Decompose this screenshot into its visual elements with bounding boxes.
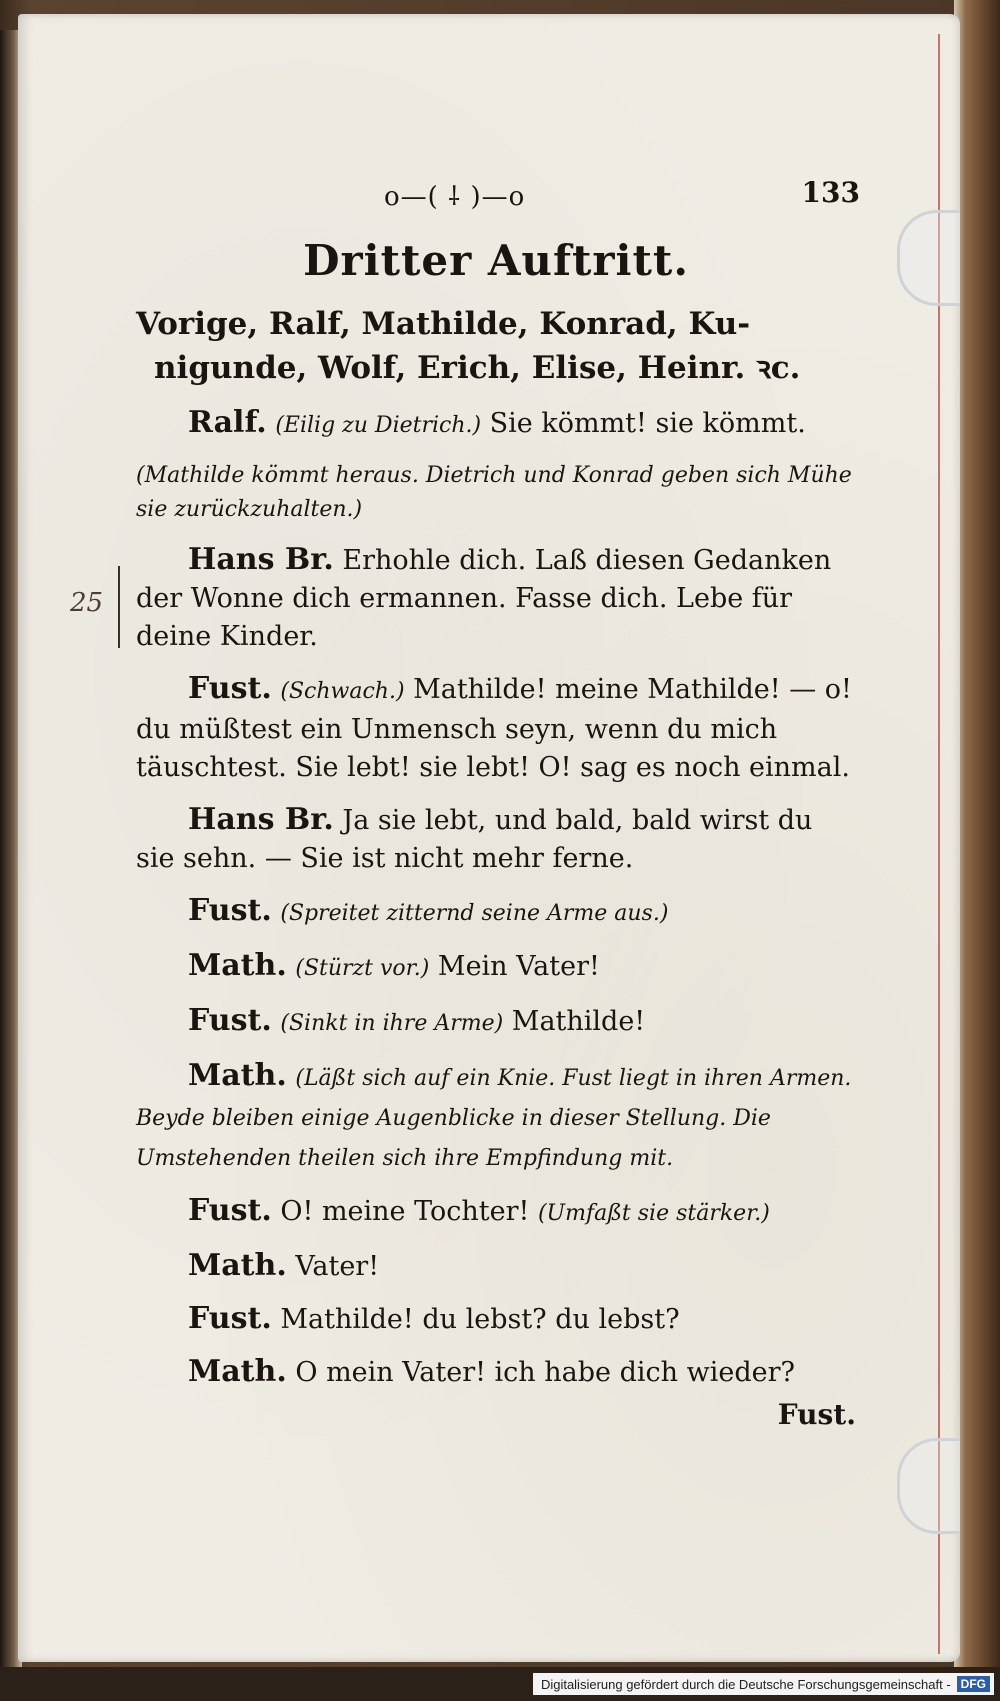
speech [136, 1353, 856, 1392]
stage-direction: (Läßt sich auf ein Knie. Fust liegt in ihren Armen. Beyde bleiben einige Augenblicke in dieser Stellung. Die Umstehenden theilen sich ihre Empfindung mit. [136, 1066, 852, 1171]
speaker: Ralf. [188, 405, 267, 440]
speaker: Math. [188, 1248, 287, 1283]
cast-line: Vorige, Ralf, Mathilde, Konrad, Ku- [136, 306, 751, 342]
speaker: Hans Br. [188, 802, 334, 837]
speech-text: Mathilde! [511, 1006, 646, 1037]
digitization-credit [533, 1673, 994, 1695]
speech-text: Erhohle dich. Laß diesen Gedanken der Wonne dich ermannen. Fasse dich. Lebe für deine Kinder. [136, 545, 832, 652]
speech [136, 1002, 856, 1043]
scene-title: Dritter Auftritt. [303, 236, 689, 285]
speaker: Math. [188, 1354, 287, 1389]
book-page [18, 14, 960, 1662]
speech [136, 404, 856, 445]
page-header [136, 174, 860, 224]
speaker: Fust. [188, 1193, 272, 1228]
speech [136, 892, 856, 933]
speech-text: O mein Vater! ich habe dich wieder? [295, 1357, 795, 1388]
speech [136, 1192, 856, 1233]
speech [136, 670, 856, 787]
stage-direction: (Spreitet zitternd seine Arme aus.) [280, 901, 669, 926]
speech [136, 1057, 856, 1178]
speaker: Hans Br. [188, 542, 334, 577]
speech-text: Mathilde! du lebst? du lebst? [280, 1304, 680, 1335]
stage-direction: (Stürzt vor.) [295, 956, 430, 981]
speech [136, 1247, 856, 1286]
stage-direction: (Mathilde kömmt heraus. Dietrich und Konrad geben sich Mühe sie zurückzuhalten.) [136, 463, 852, 522]
running-head: o—( ⸸ )—o [384, 182, 526, 212]
speaker: Math. [188, 948, 287, 983]
page-tab-bottom [897, 1438, 960, 1534]
page-tab-top [897, 210, 960, 306]
speaker: Math. [188, 1058, 287, 1093]
speech [136, 947, 856, 988]
book-right-edge [954, 0, 1000, 1701]
speaker: Fust. [188, 1003, 272, 1038]
speaker: Fust. [188, 893, 272, 928]
page-text [136, 174, 860, 1434]
speech-text: Mein Vater! [437, 951, 600, 982]
credit-text: Digitalisierung gefördert durch die Deutsche Forschungsgemeinschaft - [540, 1676, 951, 1692]
speech-text: O! meine Tochter! [280, 1196, 530, 1227]
speech-text: Sie kömmt! sie kömmt. [489, 408, 806, 439]
speaker: Fust. [188, 1301, 272, 1336]
page-number: 133 [801, 176, 860, 209]
speech [136, 801, 856, 878]
cast-list [136, 302, 856, 390]
speech [136, 541, 856, 656]
stage-direction: (Eilig zu Dietrich.) [275, 413, 482, 438]
stage-direction: (Sinkt in ihre Arme) [280, 1011, 504, 1036]
catchword: Fust. [777, 1398, 856, 1431]
margin-line [118, 566, 120, 648]
stage-direction: (Schwach.) [280, 679, 405, 704]
cast-line: nigunde, Wolf, Erich, Elise, Heinr. ꝛc. [154, 350, 801, 386]
dfg-logo-icon: DFG [957, 1676, 990, 1692]
stage-direction: (Umfaßt sie stärker.) [537, 1201, 770, 1226]
speech-text: Vater! [295, 1251, 380, 1282]
speech-text: Ja sie lebt, und bald, bald wirst du sie sehn. — Sie ist nicht mehr ferne. [136, 805, 813, 874]
speech [136, 1300, 856, 1339]
speech-text: Mathilde! meine Mathilde! — o! du müßtest ein Unmensch seyn, wenn du mich täuschtest. Sie lebt! sie lebt! O! sag es noch einmal. [136, 674, 852, 783]
margin-note: 25 [70, 588, 104, 618]
speaker: Fust. [188, 671, 272, 706]
